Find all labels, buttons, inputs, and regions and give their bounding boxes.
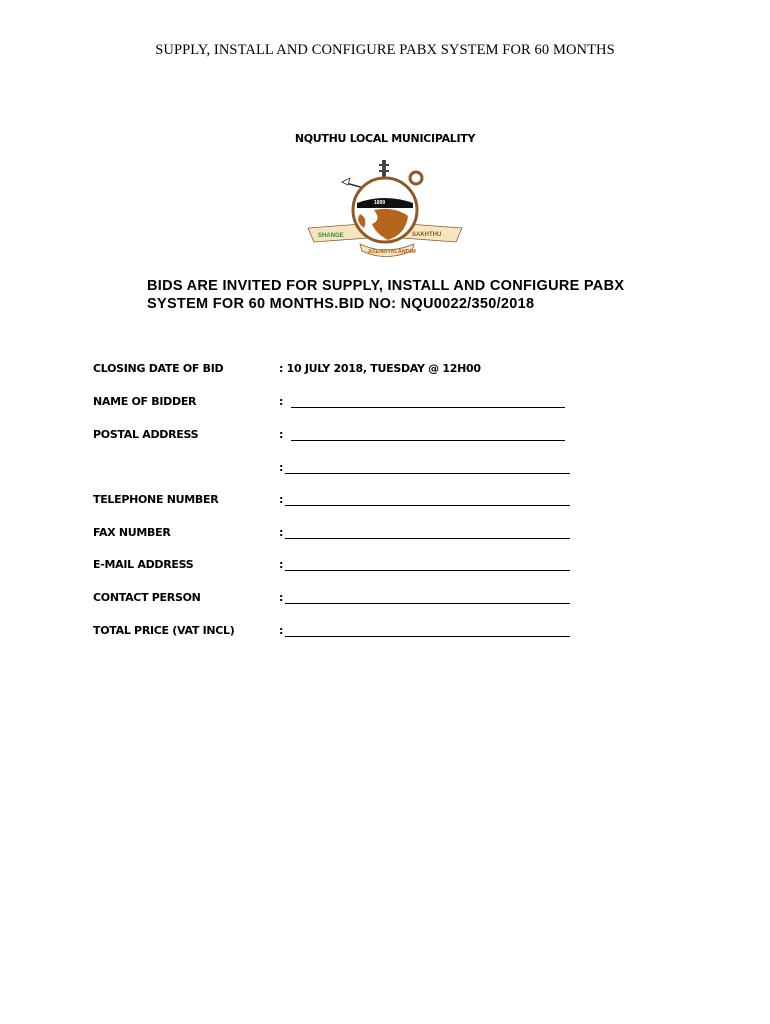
svg-text:ASENDYALANDIM: ASENDYALANDIM [368, 249, 416, 255]
name-of-bidder-label: NAME OF BIDDER [93, 395, 197, 408]
fax-number-field[interactable] [285, 538, 570, 539]
email-address-row [0, 558, 770, 576]
contact-person-row [0, 591, 770, 609]
svg-text:SHANGE: SHANGE [318, 233, 344, 239]
name-of-bidder-row [0, 395, 770, 413]
svg-text:1899: 1899 [374, 200, 386, 206]
postal-address-2-colon: : [279, 461, 284, 474]
postal-address-row-2 [0, 461, 770, 479]
contact-person-field[interactable] [285, 603, 570, 604]
postal-address-field[interactable] [291, 440, 565, 441]
fax-number-label: FAX NUMBER [93, 526, 171, 539]
telephone-number-colon: : [279, 493, 284, 506]
contact-person-label: CONTACT PERSON [93, 591, 201, 604]
bid-invitation-line-1: BIDS ARE INVITED FOR SUPPLY, INSTALL AND CONFIGURE PABX [147, 278, 625, 294]
municipal-crest-icon [302, 158, 468, 258]
contact-person-colon: : [279, 591, 284, 604]
total-price-field[interactable] [285, 636, 570, 637]
document-header: SUPPLY, INSTALL AND CONFIGURE PABX SYSTEM FOR 60 MONTHS [155, 42, 615, 58]
telephone-number-row [0, 493, 770, 511]
closing-date-label: CLOSING DATE OF BID [93, 362, 224, 375]
email-address-field[interactable] [285, 570, 570, 571]
total-price-colon: : [279, 624, 284, 637]
fax-number-row [0, 526, 770, 544]
name-of-bidder-colon: : [279, 395, 284, 408]
fax-number-colon: : [279, 526, 284, 539]
postal-address-label: POSTAL ADDRESS [93, 428, 199, 441]
closing-date-row [0, 362, 770, 380]
telephone-number-field[interactable] [285, 505, 570, 506]
svg-text:SAKHTHU: SAKHTHU [412, 232, 442, 238]
email-address-label: E-MAIL ADDRESS [93, 558, 194, 571]
postal-address-colon: : [279, 428, 284, 441]
municipality-name: NQUTHU LOCAL MUNICIPALITY [294, 132, 476, 145]
email-address-colon: : [279, 558, 284, 571]
name-of-bidder-field[interactable] [291, 407, 565, 408]
bid-invitation-title [147, 277, 707, 313]
telephone-number-label: TELEPHONE NUMBER [93, 493, 219, 506]
total-price-label: TOTAL PRICE (VAT INCL) [93, 624, 235, 637]
closing-date-value: : 10 JULY 2018, TUESDAY @ 12H00 [279, 362, 481, 375]
total-price-row [0, 624, 770, 642]
bid-invitation-line-2: SYSTEM FOR 60 MONTHS.BID NO: NQU0022/350/2018 [147, 296, 535, 312]
postal-address-row [0, 428, 770, 446]
postal-address-2-field[interactable] [285, 473, 570, 474]
